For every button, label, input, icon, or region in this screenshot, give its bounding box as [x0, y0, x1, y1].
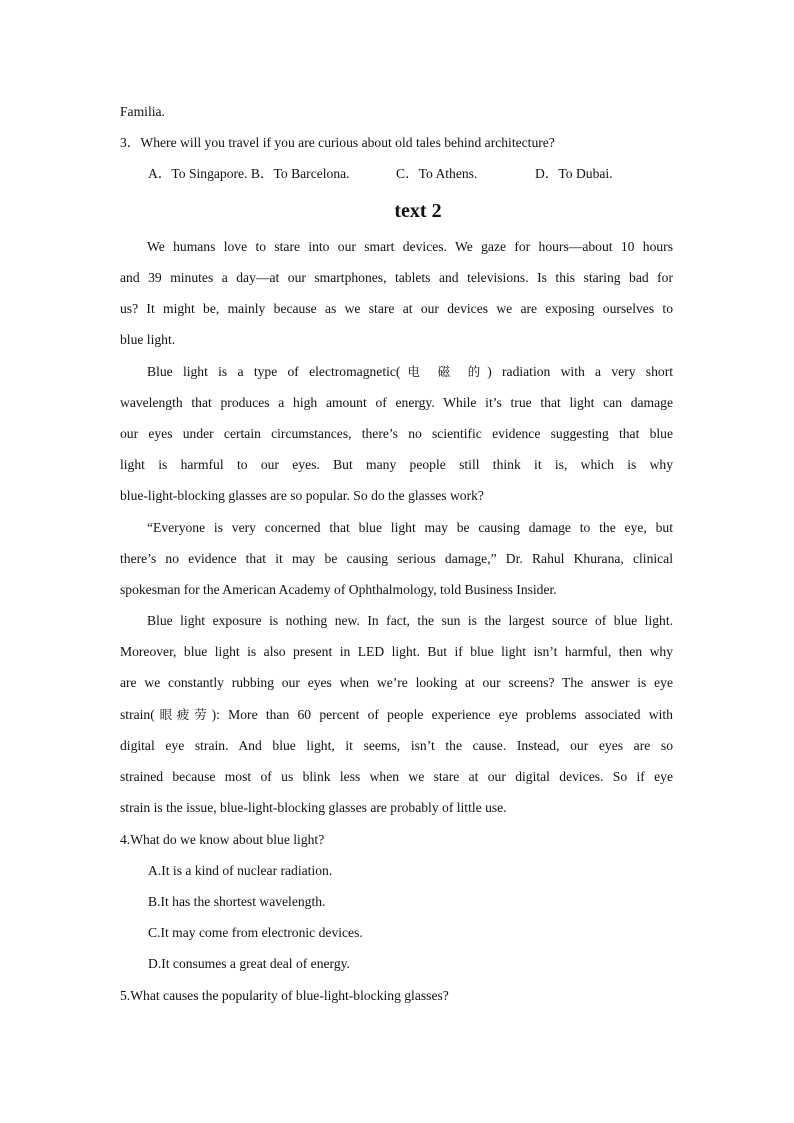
question-4-option: A.It is a kind of nuclear radiation. — [148, 863, 333, 878]
question-3-stem: 3．Where will you travel if you are curious about old tales behind architecture? — [120, 135, 555, 150]
paragraph-2-line: blue-light-blocking glasses are so popular. So do the glasses work? — [120, 488, 484, 503]
paragraph-4-text: strain( — [120, 707, 155, 722]
paragraph-2-line: our eyes under certain circumstances, there’s no scientific evidence suggesting that blue — [120, 426, 673, 441]
paragraph-3-line: spokesman for the American Academy of Ophthalmology, told Business Insider. — [120, 582, 557, 597]
chinese-gloss: 眼疲劳 — [154, 707, 212, 722]
paragraph-3-line: “Everyone is very concerned that blue light may be causing damage to the eye, but — [147, 520, 673, 535]
question-4-option: C.It may come from electronic devices. — [148, 925, 363, 940]
paragraph-2-text: ) radiation with a very short — [487, 364, 673, 379]
paragraph-1-line: us? It might be, mainly because as we stare at our devices we are exposing ourselves to — [120, 301, 673, 316]
paragraph-4-line: Moreover, blue light is also present in LED light. But if blue light isn’t harmful, then why — [120, 644, 673, 659]
paragraph-4-line: digital eye strain. And blue light, it seems, isn’t the cause. Instead, our eyes are so — [120, 738, 673, 753]
paragraph-1-line: blue light. — [120, 332, 176, 347]
previous-passage-tail: Familia. — [120, 104, 165, 119]
paragraph-2-text: Blue light is a type of electromagnetic( — [147, 364, 401, 379]
chinese-gloss: 电 磁 的 — [400, 364, 488, 379]
paragraph-2-line: wavelength that produces a high amount of energy. While it’s true that light can damage — [120, 395, 673, 410]
passage-title: text 2 — [394, 200, 442, 222]
question-4-stem: 4.What do we know about blue light? — [120, 832, 325, 847]
paragraph-4-line: are we constantly rubbing our eyes when we’re looking at our screens? The answer is eye — [120, 675, 673, 690]
question-4-option: D.It consumes a great deal of energy. — [148, 956, 350, 971]
paragraph-2-line: light is harmful to our eyes. But many people still think it is, which is why — [120, 457, 673, 472]
question-3-options-ab: A．To Singapore. B．To Barcelona. — [148, 166, 350, 181]
paragraph-1-line: We humans love to stare into our smart devices. We gaze for hours—about 10 hours — [147, 239, 673, 254]
question-3-option-d: D．To Dubai. — [535, 166, 613, 181]
paragraph-3-line: there’s no evidence that it may be causing serious damage,” Dr. Rahul Khurana, clinical — [120, 551, 673, 566]
paragraph-4-line: strained because most of us blink less when we stare at our digital devices. So if eye — [120, 769, 673, 784]
paragraph-2-line — [147, 363, 673, 381]
paragraph-4-line: Blue light exposure is nothing new. In fact, the sun is the largest source of blue light. — [147, 613, 673, 628]
question-3-option-c: C．To Athens. — [396, 166, 478, 181]
paragraph-4-text: ): More than 60 percent of people experience eye problems associated with — [211, 707, 673, 722]
paragraph-4-line: strain is the issue, blue-light-blocking glasses are probably of little use. — [120, 800, 507, 815]
paragraph-4-line — [120, 706, 673, 724]
question-4-option: B.It has the shortest wavelength. — [148, 894, 326, 909]
paragraph-1-line: and 39 minutes a day—at our smartphones, tablets and televisions. Is this staring bad for — [120, 270, 673, 285]
question-5-stem: 5.What causes the popularity of blue-light-blocking glasses? — [120, 988, 449, 1003]
